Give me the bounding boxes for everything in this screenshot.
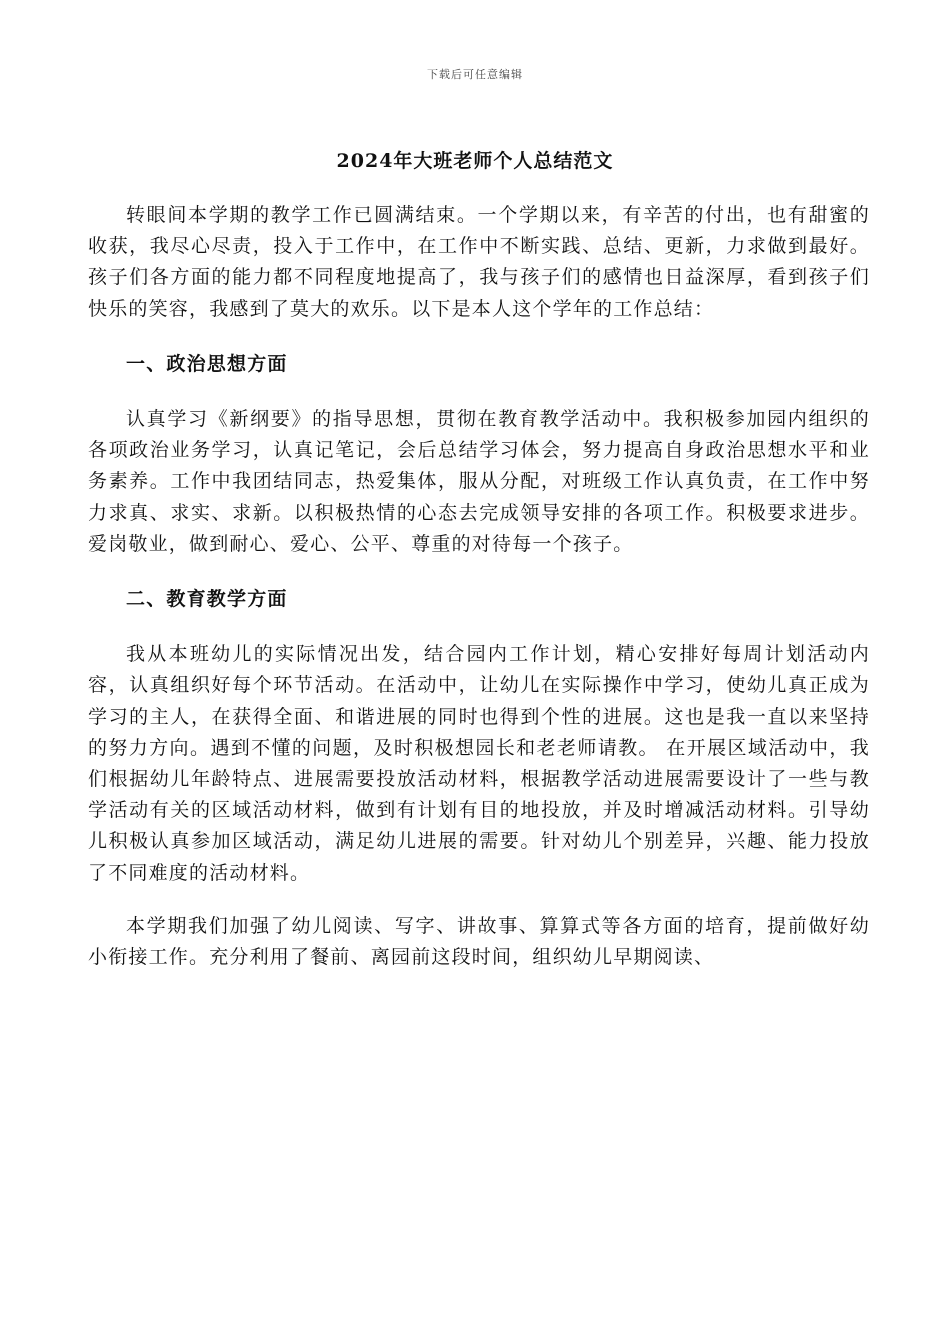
politics-paragraph: 认真学习《新纲要》的指导思想，贯彻在教育教学活动中。我积极参加园内组织的各项政治业务学习，认真记笔记，会后总结学习体会，努力提高自身政治思想水平和业务素养。工作中我团结同志，热爱集体，服从分配，对班级工作认真负责，在工作中努力求真、求实、求新。以积极热情的心态去完成领导安排的各项工作。积极要求进步。爱岗敬业，做到耐心、爱心、公平、尊重的对待每一个孩子。 bbox=[88, 408, 870, 555]
teaching-paragraph-1: 我从本班幼儿的实际情况出发，结合园内工作计划，精心安排好每周计划活动内容，认真组织好每个环节活动。在活动中，让幼儿在实际操作中学习，使幼儿真正成为学习的主人，在获得全面、和谐进展的同时也得到个性的进展。这也是我一直以来坚持的努力方向。遇到不懂的问题，及时积极想园长和老老师请教。 在开展区域活动中，我们根据幼儿年龄特点、进展需要投放活动材料，根据教学活动进展需要设计了一些与教学活动有关的区域活动材料，做到有计划有目的地投放，并及时增减活动材料。引导幼儿积极认真参加区域活动，满足幼儿进展的需要。针对幼儿个别差异，兴趣、能力投放了不同难度的活动材料。 bbox=[88, 643, 870, 884]
section-heading-politics: 一、政治思想方面 bbox=[126, 352, 288, 375]
teaching-paragraph-2: 本学期我们加强了幼儿阅读、写字、讲故事、算算式等各方面的培育，提前做好幼小衔接工作。充分利用了餐前、离园前这段时间，组织幼儿早期阅读、 bbox=[88, 914, 870, 969]
section-heading-teaching: 二、教育教学方面 bbox=[126, 588, 288, 611]
document-body bbox=[88, 200, 870, 973]
header-note: 下载后可任意编辑 bbox=[427, 68, 523, 81]
document-title: 2024年大班老师个人总结范文 bbox=[336, 150, 614, 172]
intro-paragraph: 转眼间本学期的教学工作已圆满结束。一个学期以来，有辛苦的付出，也有甜蜜的收获，我尽心尽责，投入于工作中，在工作中不断实践、总结、更新，力求做到最好。孩子们各方面的能力都不同程度地提高了，我与孩子们的感情也日益深厚，看到孩子们快乐的笑容，我感到了莫大的欢乐。以下是本人这个学年的工作总结： bbox=[88, 204, 870, 320]
